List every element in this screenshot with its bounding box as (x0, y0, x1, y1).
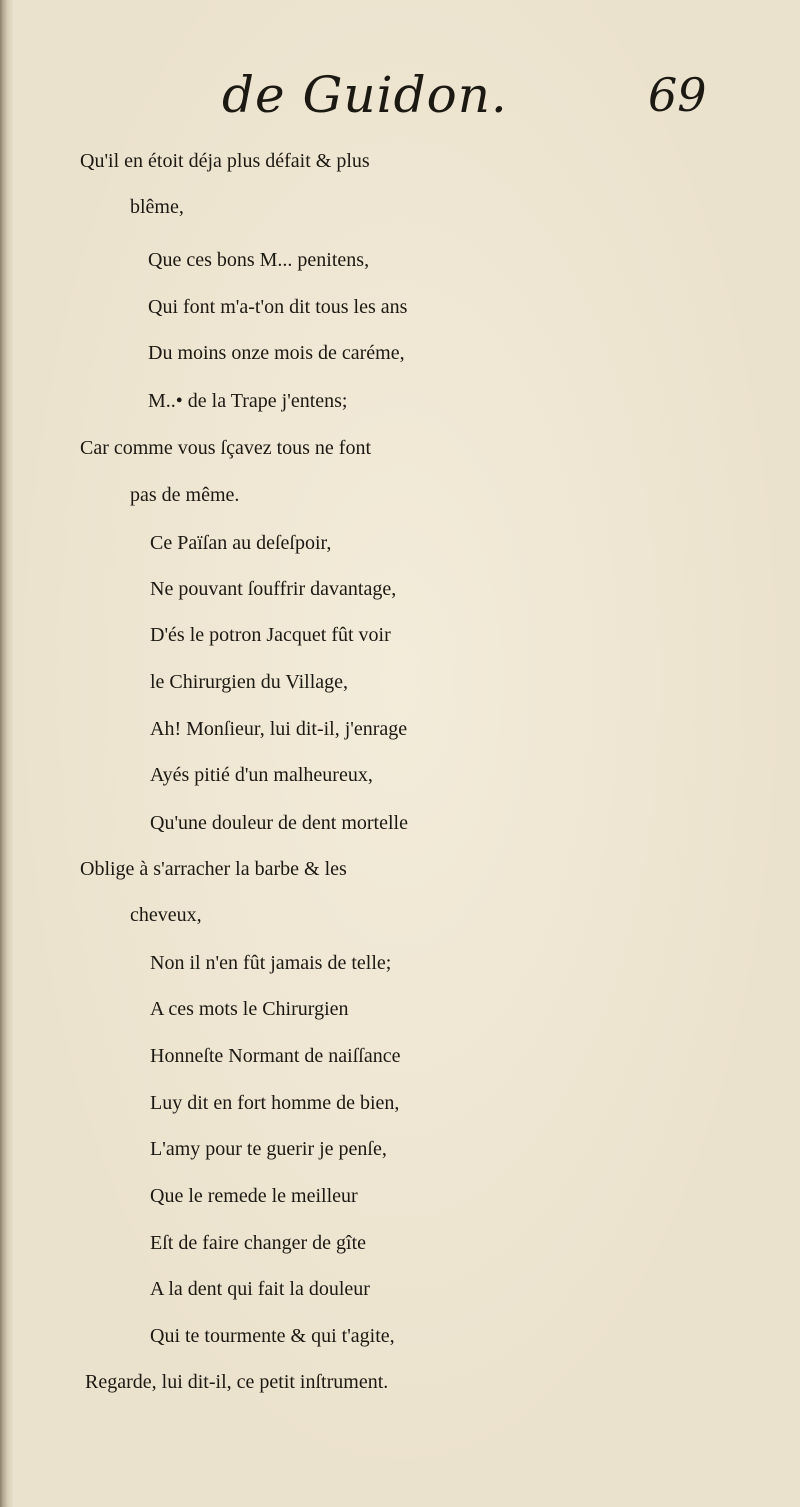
verse-line: Non il n'en fût jamais de telle; (150, 952, 392, 974)
verse-line: Qui font m'a-t'on dit tous les ans (148, 296, 408, 318)
verse-line: D'és le potron Jacquet fût voir (150, 624, 391, 646)
verse-line: Oblige à s'arracher la barbe & les (80, 858, 347, 880)
verse-line: blême, (130, 196, 184, 218)
verse-line: Que le remede le meilleur (150, 1185, 358, 1207)
verse-line: Ah! Monſieur, lui dit-il, j'enrage (150, 718, 408, 740)
page-number: 69 (648, 68, 707, 122)
verse-line: A la dent qui fait la douleur (150, 1278, 370, 1300)
verse-line: Luy dit en fort homme de bien, (150, 1092, 400, 1114)
verse-line: M..• de la Trape j'entens; (148, 390, 348, 412)
verse-line: Que ces bons M... penitens, (148, 249, 370, 271)
verse-line: Ayés pitié d'un malheureux, (150, 764, 373, 786)
verse-line: Regarde, lui dit-il, ce petit inſtrument. (85, 1371, 389, 1393)
verse-line: A ces mots le Chirurgien (150, 998, 349, 1020)
verse-line: Qu'une douleur de dent mortelle (150, 812, 408, 834)
verse-line: Honneſte Normant de naiſſance (150, 1045, 401, 1067)
verse-line: Car comme vous ſçavez tous ne font (80, 437, 372, 459)
page-header (0, 66, 800, 136)
verse-line: Qui te tourmente & qui t'agite, (150, 1325, 395, 1347)
verse-line: cheveux, (130, 904, 202, 926)
verse-line: pas de même. (130, 484, 240, 506)
verse-line: le Chirurgien du Village, (150, 671, 349, 693)
verse-line: L'amy pour te guerir je penſe, (150, 1138, 387, 1160)
verse-line: Du moins onze mois de caréme, (148, 342, 405, 364)
verse-line: Eſt de faire changer de gîte (150, 1232, 366, 1254)
running-title: de Guidon. (222, 66, 508, 124)
verse-line: Ne pouvant ſouffrir davantage, (150, 578, 397, 600)
verse-line: Ce Païſan au deſeſpoir, (150, 532, 332, 554)
verse-line: Qu'il en étoit déja plus défait & plus (80, 150, 370, 172)
